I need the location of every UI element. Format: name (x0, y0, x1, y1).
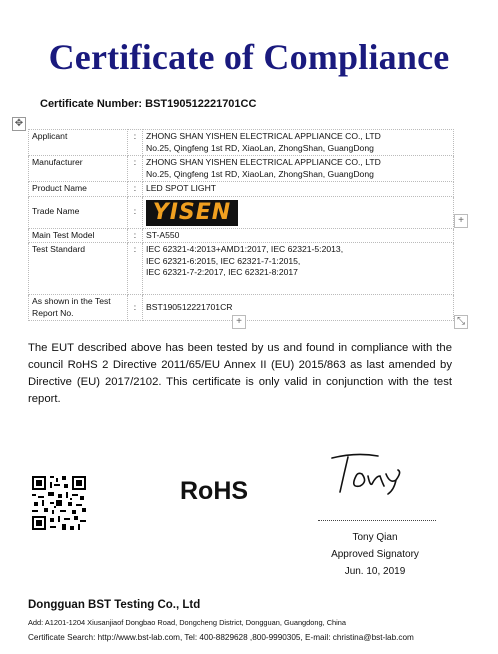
row-label: Test Standard (29, 243, 128, 295)
row-value: ZHONG SHAN YISHEN ELECTRICAL APPLIANCE CO., LTD No.25, Qingfeng 1st RD, XiaoLan, ZhongShan, GuangDong (143, 130, 454, 156)
resize-table-icon[interactable]: ⤡ (454, 315, 468, 329)
table-move-handle-icon[interactable]: ✥ (12, 117, 26, 131)
row-label: Manufacturer (29, 156, 128, 182)
row-value: IEC 62321-4:2013+AMD1:2017, IEC 62321-5:2013, IEC 62321-6:2015, IEC 62321-7-1:2015, IEC 62321-7-2:2017, IEC 62321-8:2017 (143, 243, 454, 295)
signatory-name: Tony Qian (352, 532, 398, 543)
table-row: Product Name : LED SPOT LIGHT (29, 182, 454, 197)
signatory-role: Approved Signatory (331, 549, 419, 560)
certificate-title: Certificate of Compliance (48, 37, 450, 77)
issuer-address: Add: A1201-1204 Xiusanjiaof Dongbao Road, Dongcheng District, Dongguan, Guangdong, China (28, 618, 347, 627)
certificate-details-table (28, 129, 454, 321)
yisen-logo: YISEN (146, 200, 238, 226)
add-column-icon[interactable]: + (454, 214, 468, 228)
certificate-search-line: Certificate Search: http://www.bst-lab.com, Tel: 400-8829628 ,800-9990305, E-mail: christina@bst-lab.com (28, 633, 414, 642)
add-row-icon[interactable]: + (232, 315, 246, 329)
row-value (143, 196, 454, 228)
certificate-number: Certificate Number: BST190512221701CC (40, 98, 257, 110)
rohs-mark: RoHS (180, 477, 249, 505)
table-row: Trade Name : YISEN (29, 196, 454, 228)
handwritten-signature (326, 448, 426, 496)
row-label: As shown in the Test Report No. (29, 295, 128, 321)
table-row: As shown in the Test Report No. : BST190512221701CR (29, 295, 454, 321)
row-label: Main Test Model (29, 228, 128, 243)
row-label: Product Name (29, 182, 128, 197)
row-value: BST190512221701CR (143, 295, 454, 321)
row-label: Trade Name (29, 196, 128, 228)
signature-line (318, 520, 436, 521)
table-row: Main Test Model : ST-A550 (29, 228, 454, 243)
row-label: Applicant (29, 130, 128, 156)
table-row: Manufacturer : ZHONG SHAN YISHEN ELECTRICAL APPLIANCE CO., LTD No.25, Qingfeng 1st RD, XiaoLan, ZhongShan, GuangDong (29, 156, 454, 182)
compliance-statement: The EUT described above has been tested by us and found in compliance with the council RoHS 2 Directive 2011/65/EU Annex II (EU) 2015/863 as last amended by Directive (EU) 2017/2102. This certificate is only valid in conjunction with the test report. (28, 342, 452, 405)
table-row: Test Standard : IEC 62321-4:2013+AMD1:2017, IEC 62321-5:2013, IEC 62321-6:2015, IEC 62321-7-1:2015, IEC 62321-7-2:2017, IEC 62321-8:2017 (29, 243, 454, 295)
issuer-company: Dongguan BST Testing Co., Ltd (28, 599, 201, 611)
row-value: LED SPOT LIGHT (143, 182, 454, 197)
row-value: ST-A550 (143, 228, 454, 243)
table-row: Applicant : ZHONG SHAN YISHEN ELECTRICAL APPLIANCE CO., LTD No.25, Qingfeng 1st RD, XiaoLan, ZhongShan, GuangDong (29, 130, 454, 156)
qr-code-icon (32, 476, 86, 530)
signature-date: Jun. 10, 2019 (344, 566, 406, 577)
row-value: ZHONG SHAN YISHEN ELECTRICAL APPLIANCE CO., LTD No.25, Qingfeng 1st RD, XiaoLan, ZhongShan, GuangDong (143, 156, 454, 182)
